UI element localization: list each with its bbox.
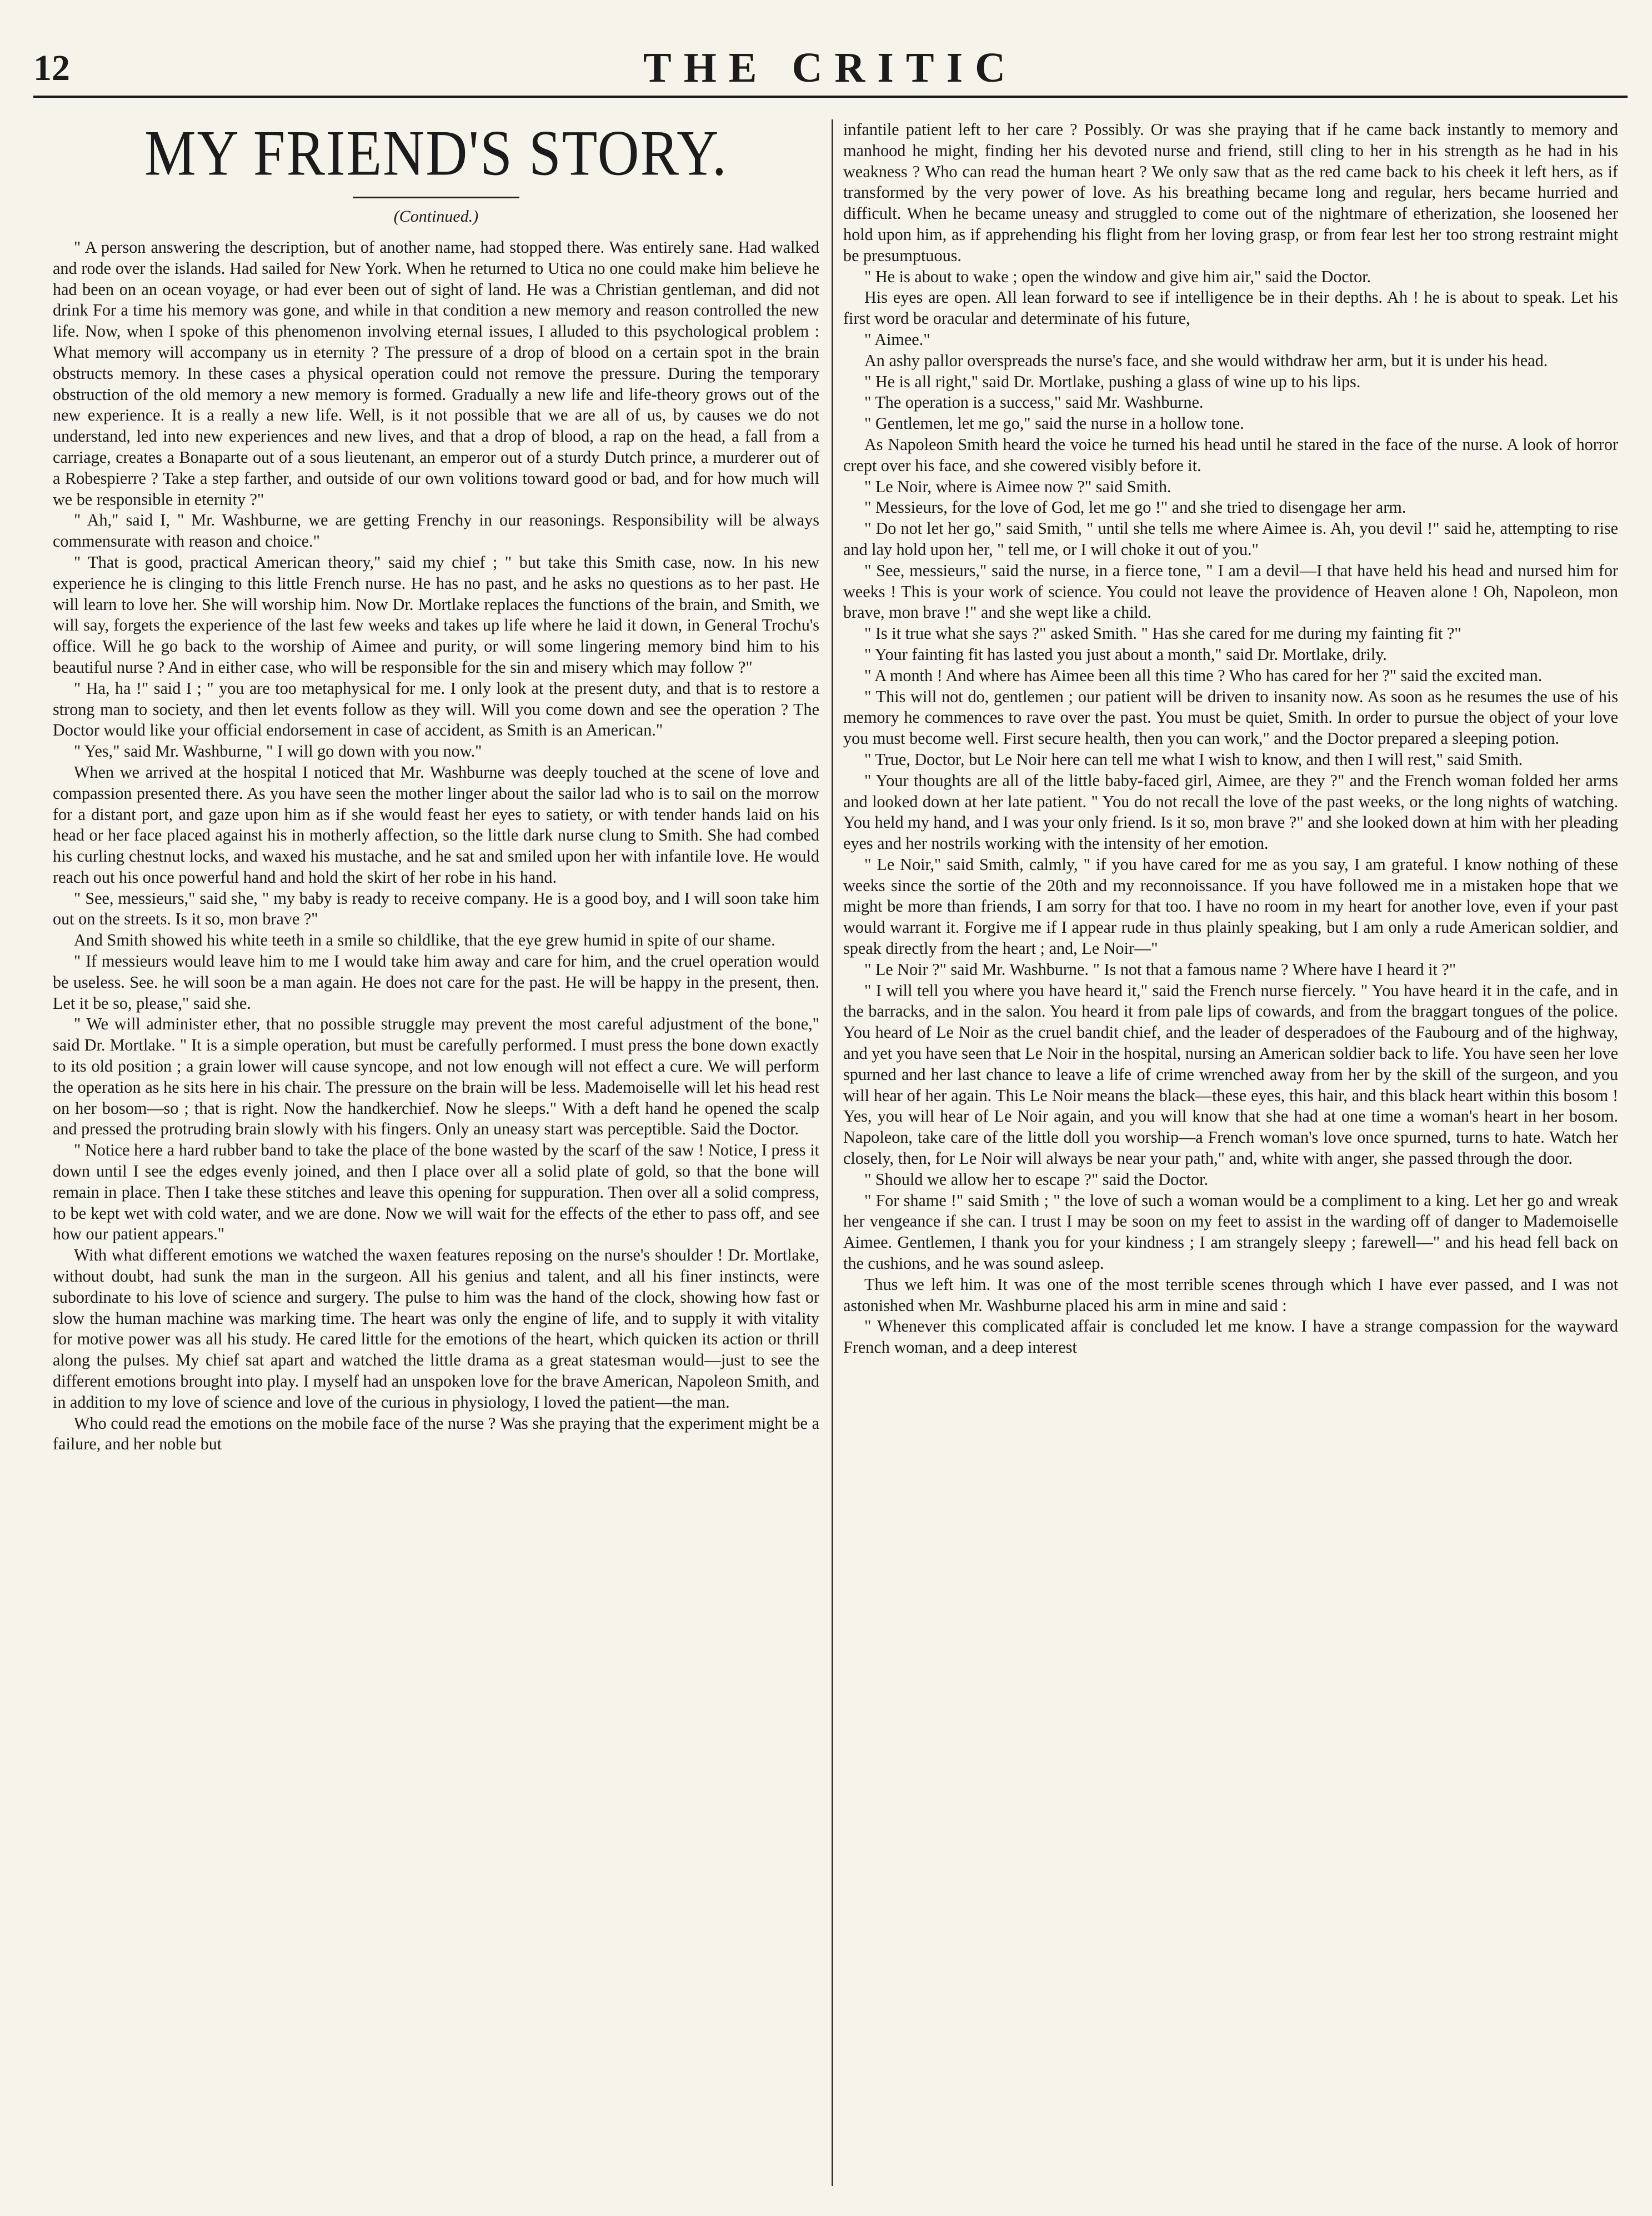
right-column	[843, 119, 1618, 2186]
paragraph: " Le Noir, where is Aimee now ?" said Smith.	[864, 477, 1172, 496]
paragraph: " If messieurs would leave him to me I would take him away and care for him, and the cruel operation would be useless. See. he will soon be a man again. He does not care for the past. He will be happy in the present, then. Let it be so, please," said she.	[53, 952, 819, 1013]
story-subtitle: (Continued.)	[393, 207, 479, 226]
paragraph: Thus we left him. It was one of the most terrible scenes through which I have ever passed, and I was not astonished when Mr. Washburne placed his arm in mine and said :	[843, 1274, 1618, 1315]
paragraph: " The operation is a success," said Mr. Washburne.	[864, 393, 1204, 412]
paragraph: " Do not let her go," said Smith, " until she tells me where Aimee is. Ah, you devil !" said he, attempting to rise and lay hold upon her, " tell me, or I will choke it out of you."	[843, 519, 1618, 559]
header-rule	[33, 96, 1628, 98]
paragraph: " Le Noir," said Smith, calmly, " if you have cared for me as you say, I am grateful. I know nothing of these weeks since the sortie of the 20th and my reconnoissance. If you have followed me in a mistaken hope that we might be more than friends, I am sorry for that too. I have no room in my heart for another love, even if your past would warrant it. Forgive me if I appear rude in thus plainly speaking, but I am only a rude American soldier, and speak directly from the heart ; and, Le Noir—"	[843, 854, 1618, 958]
paragraph: " Your thoughts are all of the little baby-faced girl, Aimee, are they ?" and the French woman folded her arms and looked down at her late patient. " You do not recall the love of the past weeks, or the long nights of watching. You held my hand, and I was your only friend. Is it so, mon brave ?" and she looked down at him with her pleading eyes and her nostrils working with the intensity of her emotion.	[843, 771, 1618, 853]
paragraph: " Notice here a hard rubber band to take the place of the bone wasted by the scarf of the saw ! Notice, I press it down until I see the edges evenly joined, and then I place over all a solid plate of gold, so that the bone will remain in place. Then I take these stitches and leave this opening for suppuration. Then over all a solid compress, to be kept wet with cold water, and we are done. Now we will wait for the effects of the ether to pass off, and see how our patient appears."	[53, 1140, 819, 1244]
paragraph: infantile patient left to her care ? Possibly. Or was she praying that if he came back instantly to memory and manhood he might, finding her his devoted nurse and friend, still cling to her in his strength as he had in his weakness ? Who can read the human heart ? We only saw that as the red came back to his cheek it left hers, as if transformed by the very power of love. As his breathing became long and regular, hers became hurried and difficult. When he became uneasy and struggled to come out of the nightmare of etherization, she loosened her hold upon him, as if apprehending his flight from her loving grasp, or from fear lest her too strong restraint might be presumptuous.	[843, 120, 1618, 265]
paragraph: " Aimee."	[864, 329, 930, 349]
page-number: 12	[33, 48, 70, 88]
paragraph: " See, messieurs," said she, " my baby is ready to receive company. He is a good boy, and I will soon take him out on the streets. Is it so, mon brave ?"	[53, 888, 819, 929]
paragraph: " This will not do, gentlemen ; our patient will be driven to insanity now. As soon as he resumes the use of his memory he commences to rave over the past. You must be quiet, Smith. In order to pursue the object of your love you must become well. First secure health, then you can work," and the Doctor prepared a sleeping potion.	[843, 687, 1618, 748]
paragraph: " Yes," said Mr. Washburne, " I will go down with you now."	[74, 742, 482, 761]
paragraph: As Napoleon Smith heard the voice he turned his head until he stared in the face of the nurse. A look of horror crept over his face, and she cowered visibly before it.	[843, 434, 1618, 475]
paragraph: " A month ! And where has Aimee been all this time ? Who has cared for her ?" said the excited man.	[864, 666, 1543, 685]
paragraph: " We will administer ether, that no possible struggle may prevent the most careful adjustment of the bone," said Dr. Mortlake. " It is a simple operation, but must be carefully performed. I must press the bone down exactly to its old position ; a grain lower will cause syncope, and not low enough will not effect a cure. We will perform the operation as he sits here in his chair. The pressure on the brain will be less. Mademoiselle will let his head rest on her bosom—so ; that is right. Now the handkerchief. Now he sleeps." With a deft hand he opened the scalp and pressed the protruding brain slowly with his fingers. Only an uneasy start was perceptible. Said the Doctor.	[53, 1014, 819, 1139]
paragraph: " I will tell you where you have heard it," said the French nurse fiercely. " You have heard it in the cafe, and in the barracks, and in the salon. You heard it from pale lips of cowards, and from the braggart tongues of the police. You heard of Le Noir as the cruel bandit chief, and the leader of desperadoes of the Faubourg and of the highway, and yet you have seen that Le Noir in the hospital, nursing an American soldier back to life. You have seen her love spurned and her last chance to leave a life of crime wrenched away from her by the skill of the surgeon, and you will hear of her again. This Le Noir means the black—these eyes, this hair, and this black heart within this bosom ! Yes, you will hear of Le Noir again, and you will know that she had at one time a woman's heart in her bosom. Napoleon, take care of the little doll you worship—a French woman's love once spurned, turns to hate. Watch her closely, then, for Le Noir will always be near your path," and, white with anger, she passed through the door.	[843, 981, 1618, 1168]
paragraph: An ashy pallor overspreads the nurse's face, and she would withdraw her arm, but it is under his head.	[864, 351, 1548, 370]
paragraph: " Is it true what she says ?" asked Smith. " Has she cared for me during my fainting fit ?"	[864, 624, 1461, 643]
column-divider	[832, 119, 833, 2186]
paragraph: " Messieurs, for the love of God, let me go !" and she tried to disengage her arm.	[864, 498, 1406, 517]
paragraph: " Your fainting fit has lasted you just about a month," said Dr. Mortlake, drily.	[864, 644, 1387, 664]
paragraph: " Ah," said I, " Mr. Washburne, we are getting Frenchy in our reasonings. Responsibility will be always commensurate with reason and choice."	[53, 511, 819, 551]
paragraph: Who could read the emotions on the mobile face of the nurse ? Was she praying that the experiment might be a failure, and her noble but	[53, 1413, 819, 1454]
paragraph: With what different emotions we watched the waxen features reposing on the nurse's shoulder ! Dr. Mortlake, without doubt, had sunk the man in the surgeon. All his genius and talent, and all his finer instincts, were subordinate to his love of science and surgery. The pulse to him was the hand of the clock, showing how fast or slow the human machine was marking time. The heart was only the engine of life, and to supply it with vitality for motive power was all his study. He cared little for the emotions of the heart, which quicken its action or thrill along the pulses. My chief sat apart and watched the little drama as a great statesman would—just to see the different emotions brought into play. I myself had an unspoken love for the brave American, Napoleon Smith, and in addition to my love of science and love of the curious in physiology, I loved the patient—the man.	[53, 1245, 819, 1412]
paragraph: And Smith showed his white teeth in a smile so childlike, that the eye grew humid in spite of our shame.	[74, 931, 775, 950]
story-title: MY FRIEND'S STORY.	[144, 119, 728, 189]
paragraph: " That is good, practical American theory," said my chief ; " but take this Smith case, now. In his new experience he is clinging to this little French nurse. He has no past, and he asks no questions as to her past. He will learn to love her. She will worship him. Now Dr. Mortlake replaces the functions of the brain, and Smith, we will say, forgets the experience of the last few weeks and takes up life where he laid it down, in General Trochu's office. Will he go back to the worship of Aimee and purity, or will some lingering memory bind him to his beautiful nurse ? And in either case, who will be responsible for the sin and misery which may follow ?"	[53, 552, 819, 677]
paragraph: " For shame !" said Smith ; " the love of such a woman would be a compliment to a king. Let her go and wreak her vengeance if she can. I trust I may be soon on my feet to assist in the warding off of danger to Mademoiselle Aimee. Gentlemen, I thank you for your kindness ; I am strangely sleepy ; farewell—" and his head fell back on the cushions, and he was sound asleep.	[843, 1190, 1618, 1273]
paragraph: When we arrived at the hospital I noticed that Mr. Washburne was deeply touched at the scene of love and compassion presented there. As you have seen the mother linger about the sailor lad who is to sail on the morrow for a distant port, and gaze upon him as if she would feast her eyes to satiety, or with tender hands laid on his head or her face placed against his in motherly affection, so the little dark nurse clung to Smith. She had combed his curling chestnut locks, and waxed his mustache, and he sat and smiled upon her with infantile love. He would reach out his once powerful hand and hold the skirt of her robe in his hand.	[53, 762, 819, 887]
masthead: THE CRITIC	[643, 44, 1018, 91]
paragraph: " A person answering the description, but of another name, had stopped there. Was entirely sane. Had walked and rode over the islands. Had sailed for New York. When he returned to Utica no one could make him believe he had been on an ocean voyage, or had ever been out of sight of land. He was a Christian gentleman, and did not drink For a time his memory was gone, and while in that condition a new memory and reason controlled the new life. Now, when I spoke of this phenomenon involving eternal issues, I alluded to this psychological problem : What memory will accompany us in eternity ? The pressure of a drop of blood on a certain spot in the brain obstructs memory. In these cases a physical operation could not remove the pressure. During the temporary obstruction of the old memory a new memory is formed. Gradually a new life and life-theory grows out of the new experience. It is a really a new life. Well, is it not possible that we are all of us, by causes we do not understand, led into new experiences and new lives, and that a drop of blood, a rap on the head, a fall from a carriage, creates a Bonaparte out of a sous lieutenant, an emperor out of a sturdy Dutch prince, a murderer out of a Robespierre ? Take a step farther, and outside of our own volitions toward good or bad, and for how much will we be responsible in eternity ?"	[53, 237, 819, 509]
paragraph: " See, messieurs," said the nurse, in a fierce tone, " I am a devil—I that have held his head and nursed him for weeks ! This is your work of science. You could not leave the providence of Heaven alone ! Oh, Napoleon, mon brave, mon brave !" and she wept like a child.	[843, 561, 1618, 622]
page-header	[33, 44, 1628, 106]
paragraph: " Gentlemen, let me go," said the nurse in a hollow tone.	[864, 414, 1244, 433]
paragraph: " Le Noir ?" said Mr. Washburne. " Is not that a famous name ? Where have I heard it ?"	[864, 959, 1456, 979]
paragraph: " True, Doctor, but Le Noir here can tell me what I wish to know, and then I will rest," said Smith.	[864, 749, 1523, 769]
title-rule	[353, 197, 519, 198]
paragraph: " Whenever this complicated affair is concluded let me know. I have a strange compassion for the wayward French woman, and a deep interest	[843, 1317, 1618, 1357]
paragraph: " He is about to wake ; open the window and give him air," said the Doctor.	[864, 267, 1371, 286]
paragraph: His eyes are open. All lean forward to see if intelligence be in their depths. Ah ! he is about to speak. Let his first word be oracular and determinate of his future,	[843, 288, 1618, 328]
paragraph: " Ha, ha !" said I ; " you are too metaphysical for me. I only look at the present duty, and that is to restore a strong man to society, and then let events follow as they will. Will you come down and see the operation ? The Doctor would like your official endorsement in case of accident, as Smith is an American."	[53, 678, 819, 740]
paragraph: " He is all right," said Dr. Mortlake, pushing a glass of wine up to his lips.	[864, 372, 1361, 391]
left-column	[53, 119, 819, 2186]
paragraph: " Should we allow her to escape ?" said the Doctor.	[864, 1169, 1209, 1189]
